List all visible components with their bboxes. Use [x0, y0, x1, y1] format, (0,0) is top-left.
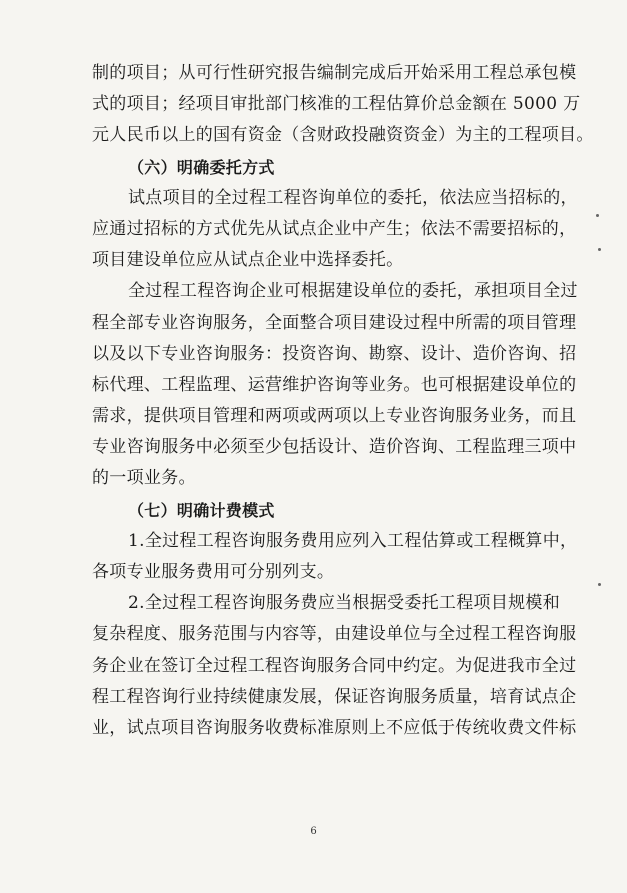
paragraph-first-line: 2.全过程工程咨询服务费应当根据受委托工程项目规模和	[128, 593, 561, 614]
body-line: 复杂程度、服务范围与内容等，由建设单位与全过程工程咨询服	[92, 624, 577, 645]
page-number: 6	[310, 826, 317, 837]
paragraph-first-line: 1.全过程工程咨询服务费用应列入工程估算或工程概算中，	[128, 530, 578, 551]
body-line: 制的项目；从可行性研究报告编制完成后开始采用工程总承包模	[92, 63, 577, 83]
scan-speckle	[598, 248, 601, 251]
body-line: 应通过招标的方式优先从试点企业中产生；依法不需要招标的，	[92, 218, 577, 239]
paragraph-first-line: 试点项目的全过程工程咨询单位的委托，依法应当招标的，	[128, 187, 578, 208]
body-line: 专业咨询服务中必须至少包括设计、造价咨询、工程监理三项中	[92, 437, 577, 458]
body-line: 元人民币以上的国有资金（含财政投融资资金）为主的工程项目。	[92, 125, 594, 146]
scan-speckle	[596, 214, 599, 217]
body-line: 业，试点项目咨询服务收费标准原则上不应低于传统收费文件标	[92, 717, 577, 738]
body-line: 需求，提供项目管理和两项或两项以上专业咨询服务业务，而且	[92, 406, 577, 427]
body-line: 的一项业务。	[92, 468, 196, 489]
body-line: 各项专业服务费用可分别列支。	[92, 562, 335, 582]
body-line: 标代理、工程监理、运营维护咨询等业务。也可根据建设单位的	[92, 374, 577, 395]
body-line: 项目建设单位应从试点企业中选择委托。	[92, 250, 404, 271]
body-line: 务企业在签订全过程工程咨询服务合同中约定。为促进我市全过	[92, 655, 577, 676]
scan-speckle	[598, 583, 601, 586]
section-heading: （七）明确计费模式	[128, 500, 275, 520]
paragraph-first-line: 全过程工程咨询企业可根据建设单位的委托，承担项目全过	[128, 281, 578, 302]
body-line: 式的项目；经项目审批部门核准的工程估算价总金额在 5000 万	[92, 94, 581, 115]
body-line: 以及以下专业咨询服务：投资咨询、勘察、设计、造价咨询、招	[92, 343, 577, 364]
section-heading: （六）明确委托方式	[128, 157, 275, 177]
document-body	[92, 58, 594, 744]
body-line: 程工程咨询行业持续健康发展，保证咨询服务质量，培育试点企	[92, 686, 577, 707]
body-line: 程全部专业咨询服务，全面整合项目建设过程中所需的项目管理	[92, 312, 577, 333]
